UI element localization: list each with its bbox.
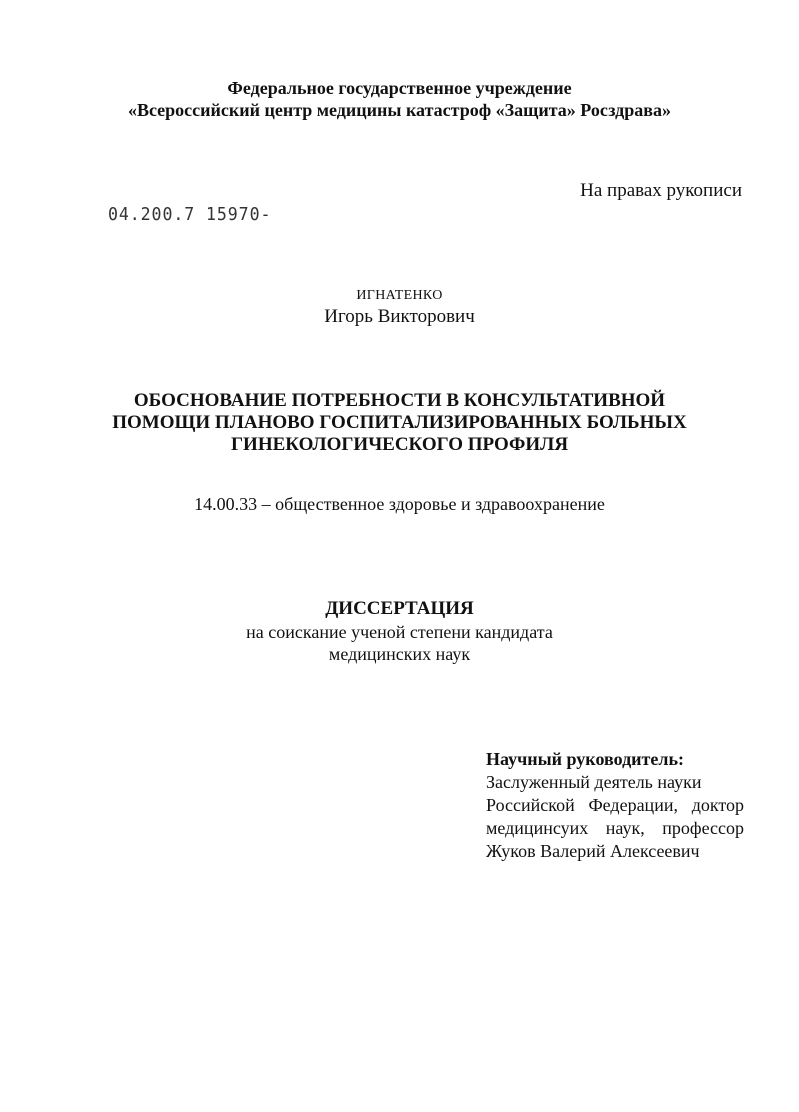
supervisor-line-1: Заслуженный деятель науки: [486, 772, 702, 792]
supervisor-line-2: Российской Федерации, доктор: [486, 795, 744, 815]
institution-line-2: «Всероссийский центр медицины катастроф «Защита» Росздрава»: [127, 100, 672, 120]
dissertation-title-line-2: ПОМОЩИ ПЛАНОВО ГОСПИТАЛИЗИРОВАННЫХ БОЛЬНЫХ: [112, 412, 687, 433]
document-type: ДИССЕРТАЦИЯ: [325, 598, 474, 619]
degree-line-2: медицинских наук: [328, 644, 471, 664]
supervisor-block: [486, 748, 744, 863]
manuscript-note: На правах рукописи: [580, 180, 742, 201]
supervisor-name: Жуков Валерий Алексеевич: [486, 841, 700, 861]
archive-stamp-number: 04.200.7 15970-: [108, 204, 272, 225]
supervisor-line-3: медицинсуих наук, профессор: [486, 818, 744, 838]
speciality-code: 14.00.33 – общественное здоровье и здравоохранение: [194, 494, 605, 514]
author-name: Игорь Викторович: [324, 306, 475, 327]
supervisor-heading: Научный руководитель:: [486, 749, 684, 769]
dissertation-title-line-3: ГИНЕКОЛОГИЧЕСКОГО ПРОФИЛЯ: [230, 434, 569, 455]
author-surname: ИГНАТЕНКО: [356, 288, 443, 303]
degree-line-1: на соискание ученой степени кандидата: [246, 622, 553, 642]
dissertation-title-line-1: ОБОСНОВАНИЕ ПОТРЕБНОСТИ В КОНСУЛЬТАТИВНОЙ: [133, 390, 666, 411]
institution-line-1: Федеральное государственное учреждение: [227, 78, 572, 98]
